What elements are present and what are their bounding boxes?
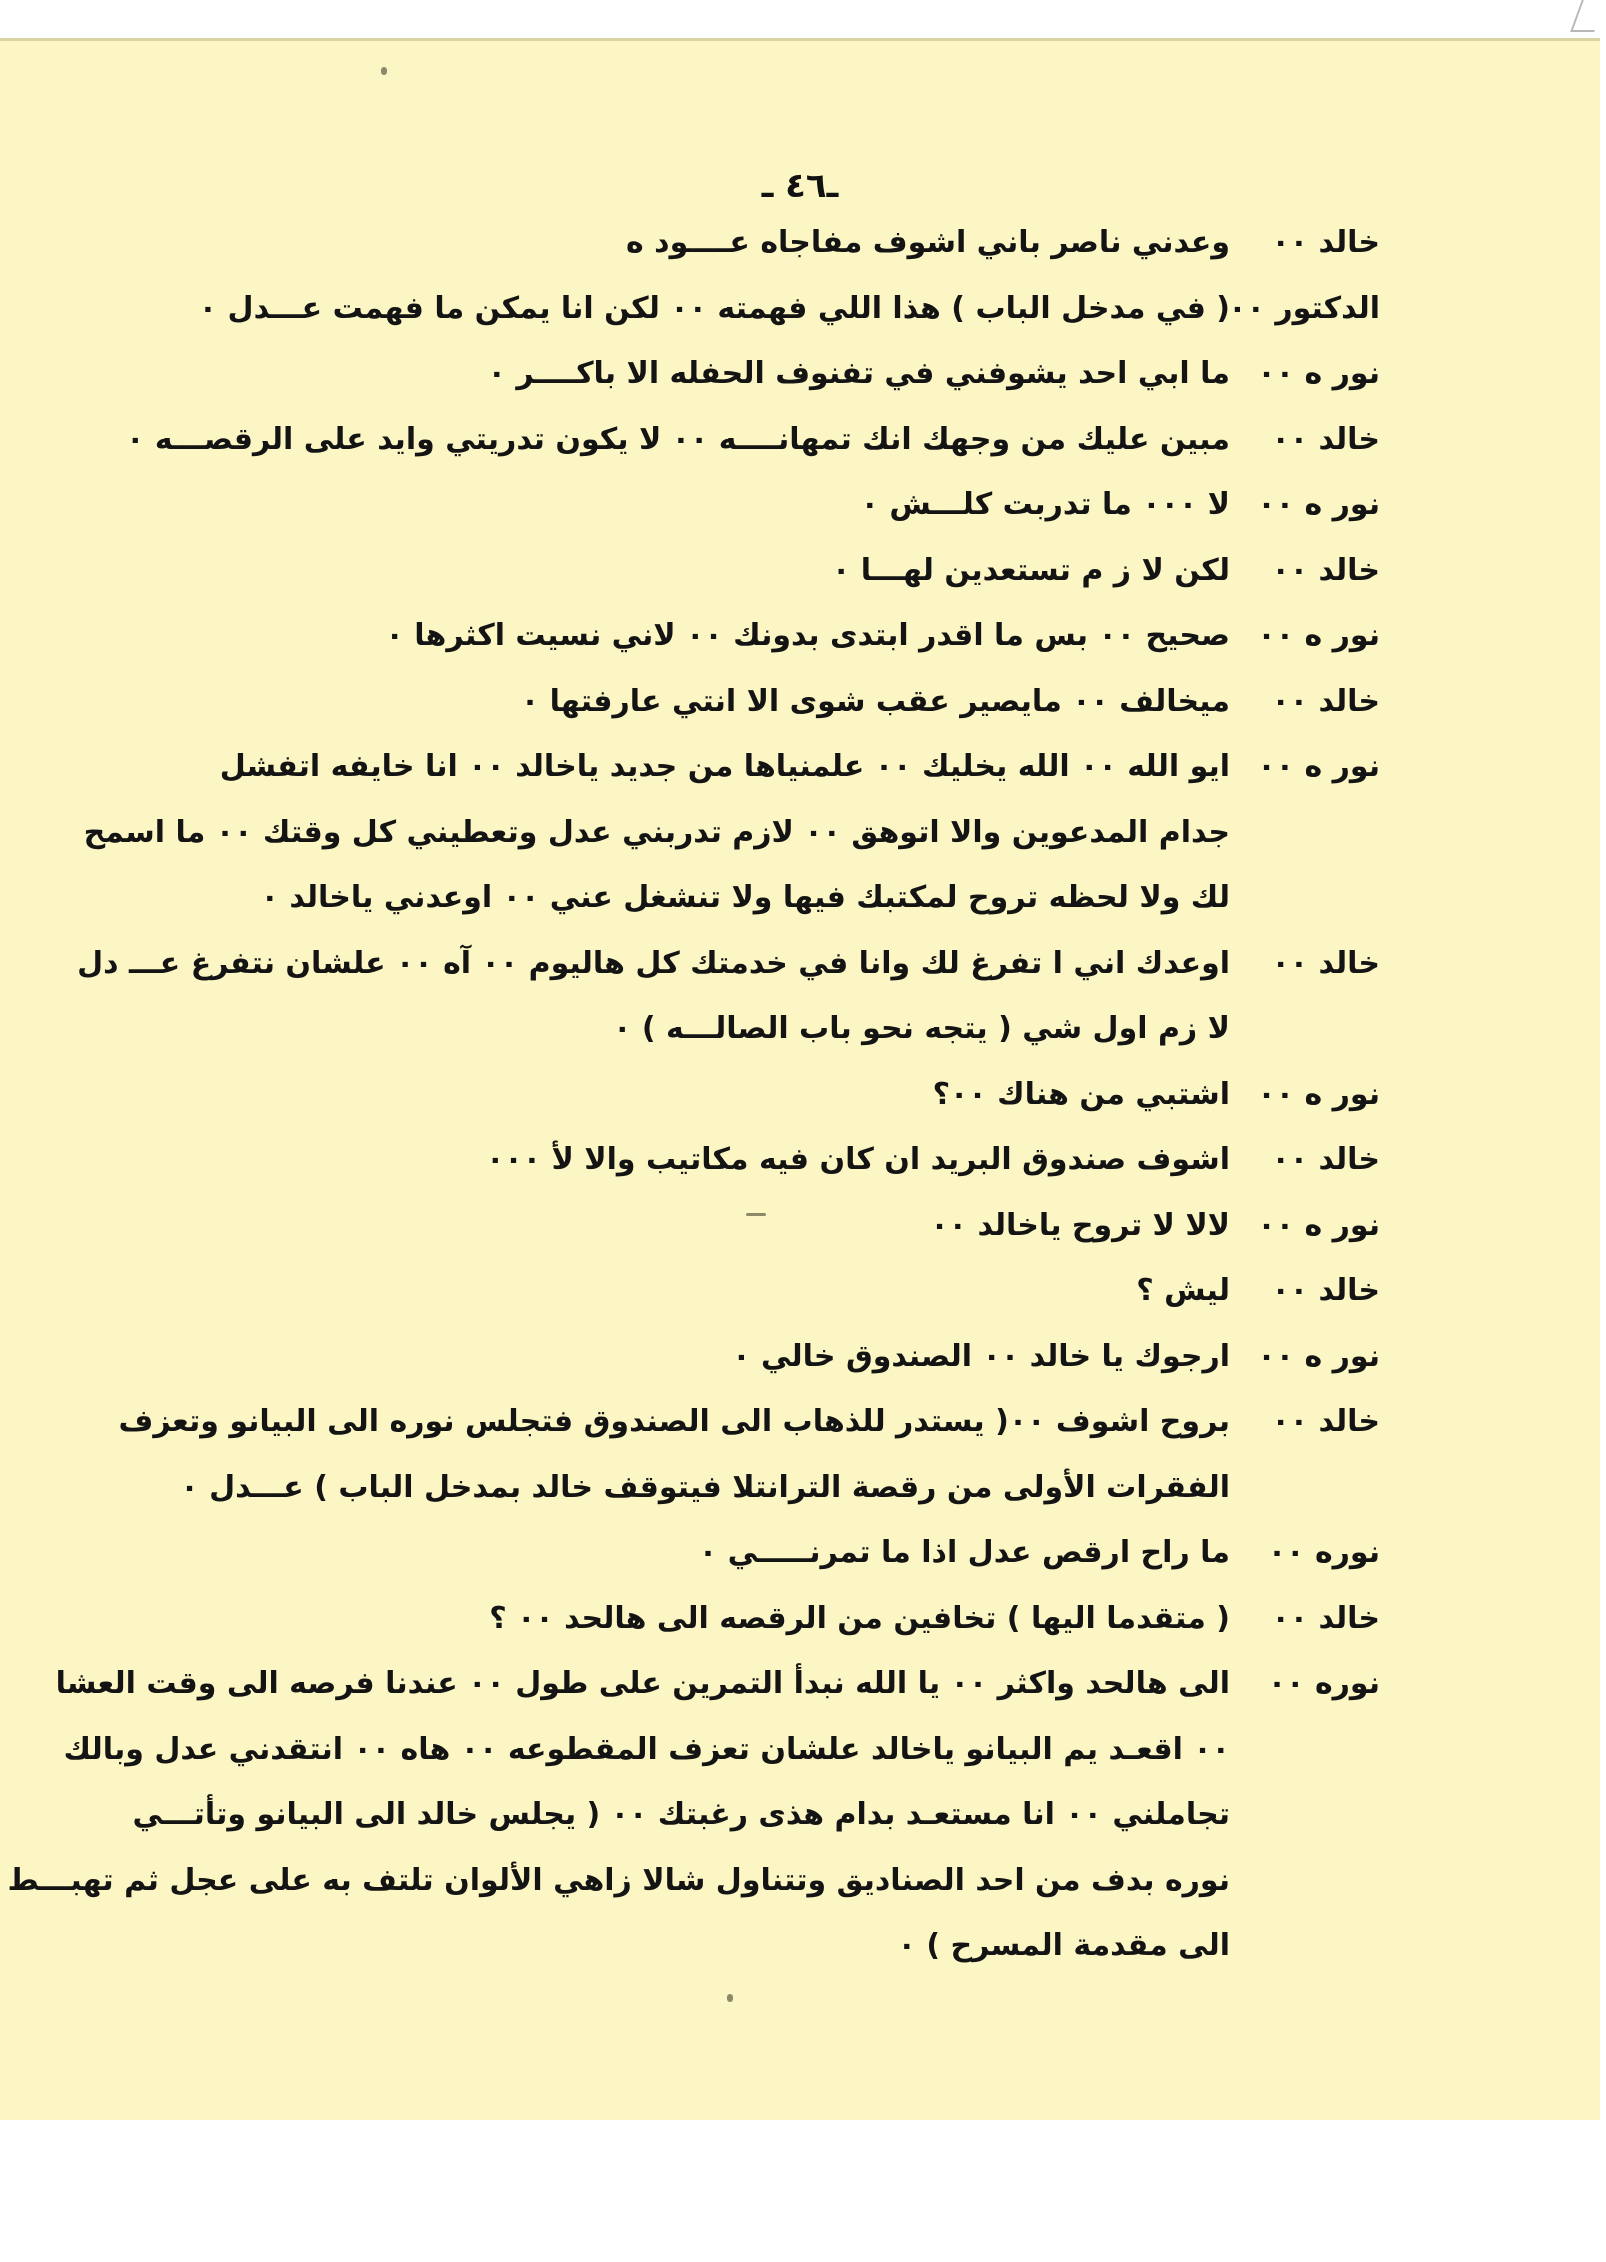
script-body [7,210,1380,1979]
script-line [140,603,1380,669]
dialogue-text: اوعدك اني ا تفرغ لك وانا في خدمتك كل هاليوم ٠٠ آه ٠٠ علشان نتفرغ عـــ دل [77,945,1230,981]
speaker-name: نور ه ٠٠ [1257,749,1380,785]
speaker-name: نوره ٠٠ [1267,1666,1380,1702]
speaker-name: الدكتور ٠٠ [1228,290,1380,326]
script-line [126,407,1380,473]
script-line [140,1586,1380,1652]
dialogue-text: لك ولا لحظه تروح لمكتبك فيها ولا تنشغل عني ٠٠ اوعدني ياخالد ٠ [260,880,1230,916]
dialogue-text: الفقرات الأولى من رقصة الترانتلا فيتوقف خالد بمدخل الباب ) عـــدل ٠ [180,1469,1230,1505]
speaker-name: خالد ٠٠ [1271,683,1380,719]
speaker-name: خالد ٠٠ [1271,552,1380,588]
dialogue-text: لالا لا تروح ياخالد ٠٠ [930,1207,1230,1243]
speaker-name: خالد ٠٠ [1271,1600,1380,1636]
dialogue-text: ما راح ارقص عدل اذا ما تمرنـــــي ٠ [698,1535,1230,1571]
scan-corner-mark [1570,0,1606,32]
script-line [83,800,1380,866]
script-line [77,931,1380,997]
speaker-name: نور ه ٠٠ [1257,1076,1380,1112]
speaker-name: خالد ٠٠ [1271,421,1380,457]
speaker-name: خالد ٠٠ [1271,1142,1380,1178]
script-line [140,669,1380,735]
dialogue-text: جدام المدعوين والا اتوهق ٠٠ لازم تدربني عدل وتعطيني كل وقتك ٠٠ ما اسمح [83,814,1230,850]
dialogue-text: ( في مدخل الباب ) هذا اللي فهمته ٠٠ لكن انا يمكن ما فهمت عـــدل ٠ [198,290,1230,326]
dialogue-text: لا زم اول شي ( يتجه نحو باب الصالـــه ) ٠ [613,1011,1230,1047]
script-line [140,865,1380,931]
dialogue-text: الى هالحد واكثر ٠٠ يا الله نبدأ التمرين على طول ٠٠ عندنا فرصه الى وقت العشا [55,1666,1230,1702]
dialogue-text: لا ٠٠٠ ما تدربت كلـــش ٠ [860,487,1230,523]
speaker-name: نور ه ٠٠ [1257,1338,1380,1374]
dialogue-text: صحيح ٠٠ بس ما اقدر ابتدى بدونك ٠٠ لاني نسيت اكثرها ٠ [385,618,1230,654]
dialogue-text: الى مقدمة المسرح ) ٠ [897,1928,1230,1964]
speaker-name: نوره ٠٠ [1267,1535,1380,1571]
dialogue-text: ايو الله ٠٠ الله يخليك ٠٠ علمنياها من جديد ياخالد ٠٠ انا خايفه اتفشل [219,749,1230,785]
script-line [55,1651,1380,1717]
script-line [140,1913,1380,1979]
dialogue-text: ما ابي احد يشوفني في تفنوف الحفله الا باكــــر ٠ [487,356,1230,392]
dialogue-text: ٠٠ اقعـد يم البيانو ياخالد علشان تعزف المقطوعه ٠٠ هاه ٠٠ انتقدني عدل وبالك [63,1731,1230,1767]
script-line [140,1127,1380,1193]
speaker-name: خالد ٠٠ [1271,225,1380,261]
dialogue-text: لكن لا ز م تستعدين لهـــا ٠ [832,552,1230,588]
script-line [140,1193,1380,1259]
script-line [140,210,1380,276]
script-line [140,1520,1380,1586]
dialogue-text: نوره بدف من احد الصناديق وتتناول شالا زاهي الألوان تلتف به على عجل ثم تهبـــط [7,1862,1230,1898]
script-line [140,538,1380,604]
script-line [140,734,1380,800]
speaker-name: خالد ٠٠ [1271,1404,1380,1440]
page-top-edge [0,38,1600,41]
script-line [140,276,1380,342]
speaker-name: نور ه ٠٠ [1257,356,1380,392]
script-line [140,1324,1380,1390]
speck [727,1994,733,2002]
speck [746,1213,766,1216]
dialogue-text: ميخالف ٠٠ مايصير عقب شوى الا انتي عارفتها ٠ [520,683,1230,719]
dialogue-text: تجاملني ٠٠ انا مستعـد بدام هذى رغبتك ٠٠ ( يجلس خالد الى البيانو وتأتـــي [132,1797,1230,1833]
speck [381,67,387,75]
script-line [118,1389,1380,1455]
dialogue-text: ( متقدما اليها ) تخافين من الرقصه الى هالحد ٠٠ ؟ [489,1600,1230,1636]
speaker-name: نور ه ٠٠ [1257,1207,1380,1243]
script-line [140,1258,1380,1324]
page-number: ـ٤٦ ـ [761,166,839,206]
speaker-name: خالد ٠٠ [1271,945,1380,981]
script-line [140,1455,1380,1521]
dialogue-text: ارجوك يا خالد ٠٠ الصندوق خالي ٠ [732,1338,1230,1374]
dialogue-text: بروح اشوف ٠٠( يستدر للذهاب الى الصندوق فتجلس نوره الى البيانو وتعزف [118,1404,1230,1440]
dialogue-text: مبين عليك من وجهك انك تمهانــــه ٠٠ لا يكون تدريتي وايد على الرقصـــه ٠ [126,421,1230,457]
speaker-name: نور ه ٠٠ [1257,487,1380,523]
dialogue-text: اشتبي من هناك ٠٠؟ [932,1076,1230,1112]
script-line [132,1782,1380,1848]
dialogue-text: ليش ؟ [1136,1273,1230,1309]
dialogue-text: وعدني ناصر باني اشوف مفاجاه عــــود ه [626,225,1230,261]
speaker-name: نور ه ٠٠ [1257,618,1380,654]
script-line [7,1848,1380,1914]
dialogue-text: اشوف صندوق البريد ان كان فيه مكاتيب والا لأ ٠٠٠ [486,1142,1230,1178]
script-line [63,1717,1380,1783]
script-line [140,472,1380,538]
script-line [140,1062,1380,1128]
script-line [140,341,1380,407]
speaker-name: خالد ٠٠ [1271,1273,1380,1309]
script-line [140,996,1380,1062]
